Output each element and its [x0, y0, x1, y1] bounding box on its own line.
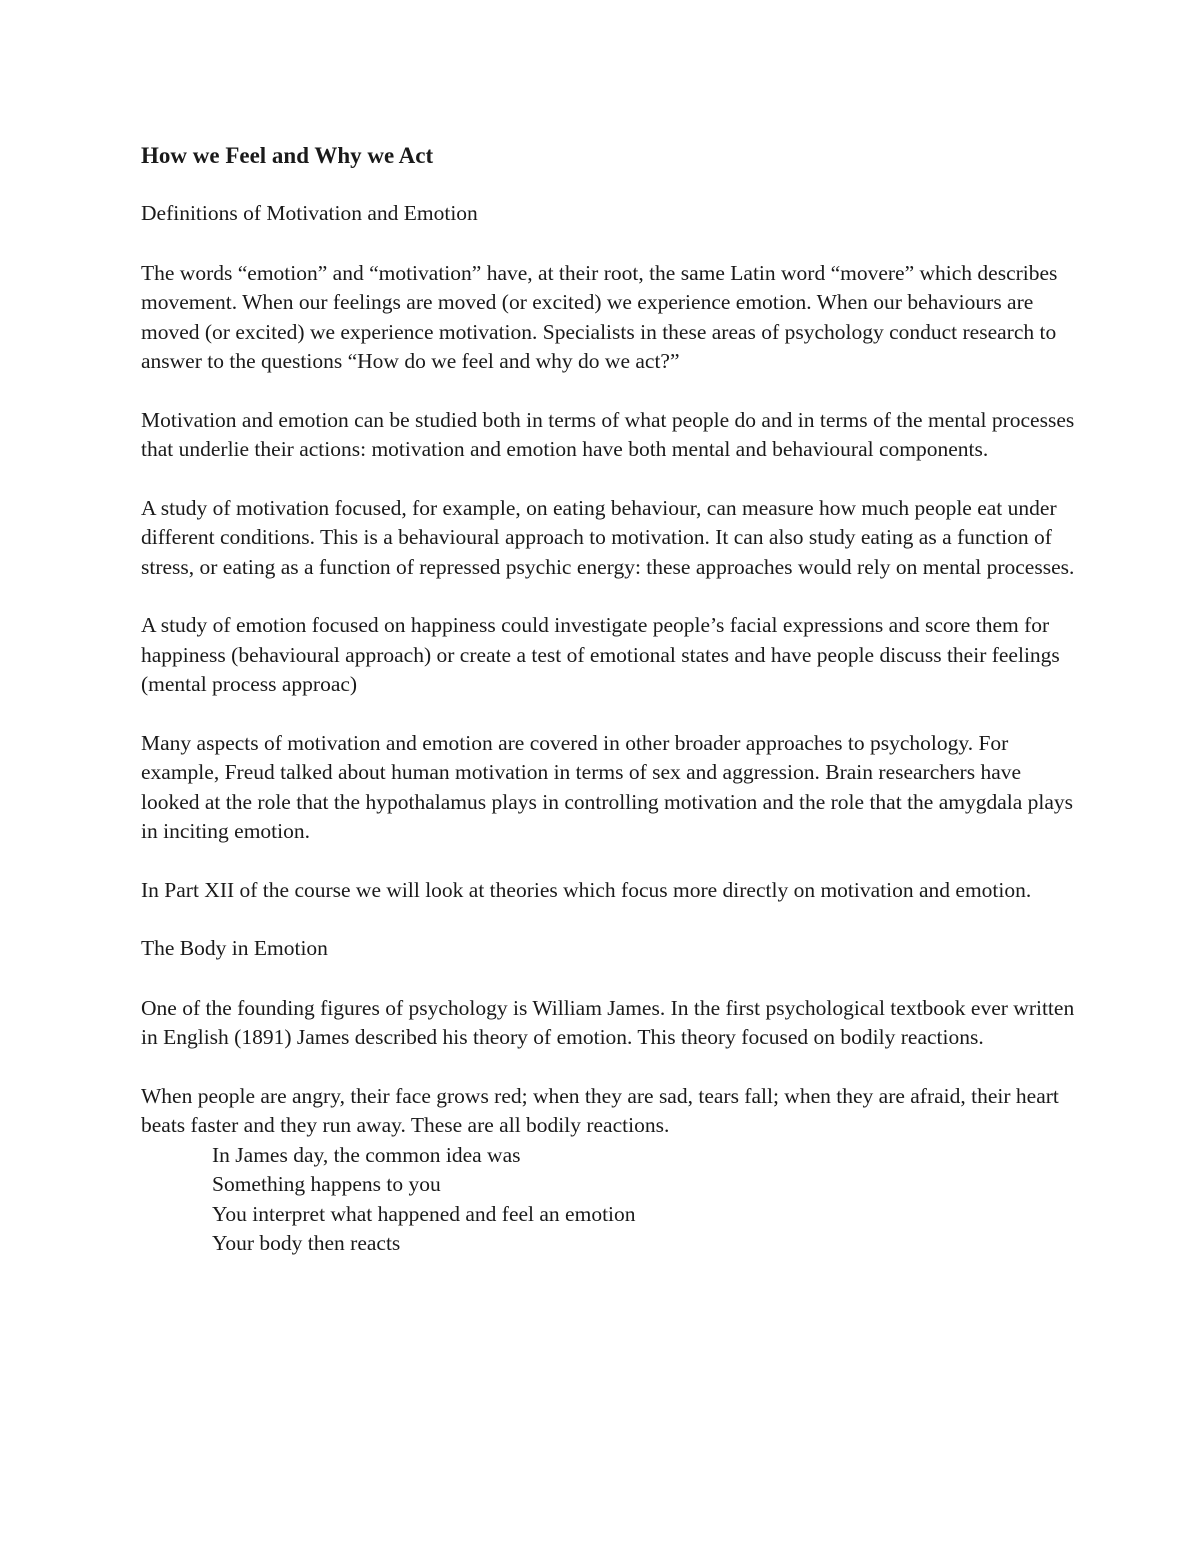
paragraph: Many aspects of motivation and emotion are covered in other broader approaches to psychology. For example, Freud talked about human motivation in terms of sex and aggression. Brain researchers have looked at the role that the hypothalamus plays in controlling motivation and the role that the amygdala plays in inciting emotion.: [141, 730, 1074, 843]
indented-line: In James day, the common idea was: [212, 1142, 521, 1167]
indented-line: Something happens to you: [212, 1172, 441, 1196]
paragraph: The words “emotion” and “motivation” have, at their root, the same Latin word “movere” which describes movement. When our feelings are moved (or excited) we experience emotion. When our behaviours are moved (or excited) we experience motivation. Specialists in these areas of psychology conduct research to answer to the questions “How do we feel and why do we act?”: [141, 260, 1058, 373]
paragraph: Motivation and emotion can be studied both in terms of what people do and in terms of the mental processes that underlie their actions: motivation and emotion have both mental and behavioural components.: [141, 407, 1075, 461]
paragraph: A study of emotion focused on happiness could investigate people’s facial expressions and score them for happiness (behavioural approach) or create a test of emotional states and have people discuss their feelings (mental process approac): [141, 613, 1060, 696]
document-body: [141, 140, 1081, 1259]
section-heading-body-in-emotion: The Body in Emotion: [141, 936, 328, 960]
section-heading-definitions: Definitions of Motivation and Emotion: [141, 201, 478, 225]
paragraph: In Part XII of the course we will look at theories which focus more directly on motivation and emotion.: [141, 877, 1032, 902]
paragraph: A study of motivation focused, for example, on eating behaviour, can measure how much people eat under different conditions. This is a behavioural approach to motivation. It can also study eating as a function of stress, or eating as a function of repressed psychic energy: these approaches would rely on mental processes.: [141, 495, 1075, 579]
page-title: How we Feel and Why we Act: [141, 143, 434, 168]
paragraph: One of the founding figures of psychology is William James. In the first psychological textbook ever written in English (1891) James described his theory of emotion. This theory focused on bodily reactions.: [141, 995, 1075, 1049]
paragraph: When people are angry, their face grows red; when they are sad, tears fall; when they are afraid, their heart beats faster and they run away. These are all bodily reactions.: [141, 1083, 1059, 1137]
indented-line: You interpret what happened and feel an emotion: [212, 1201, 636, 1226]
indented-line: Your body then reacts: [212, 1231, 401, 1255]
